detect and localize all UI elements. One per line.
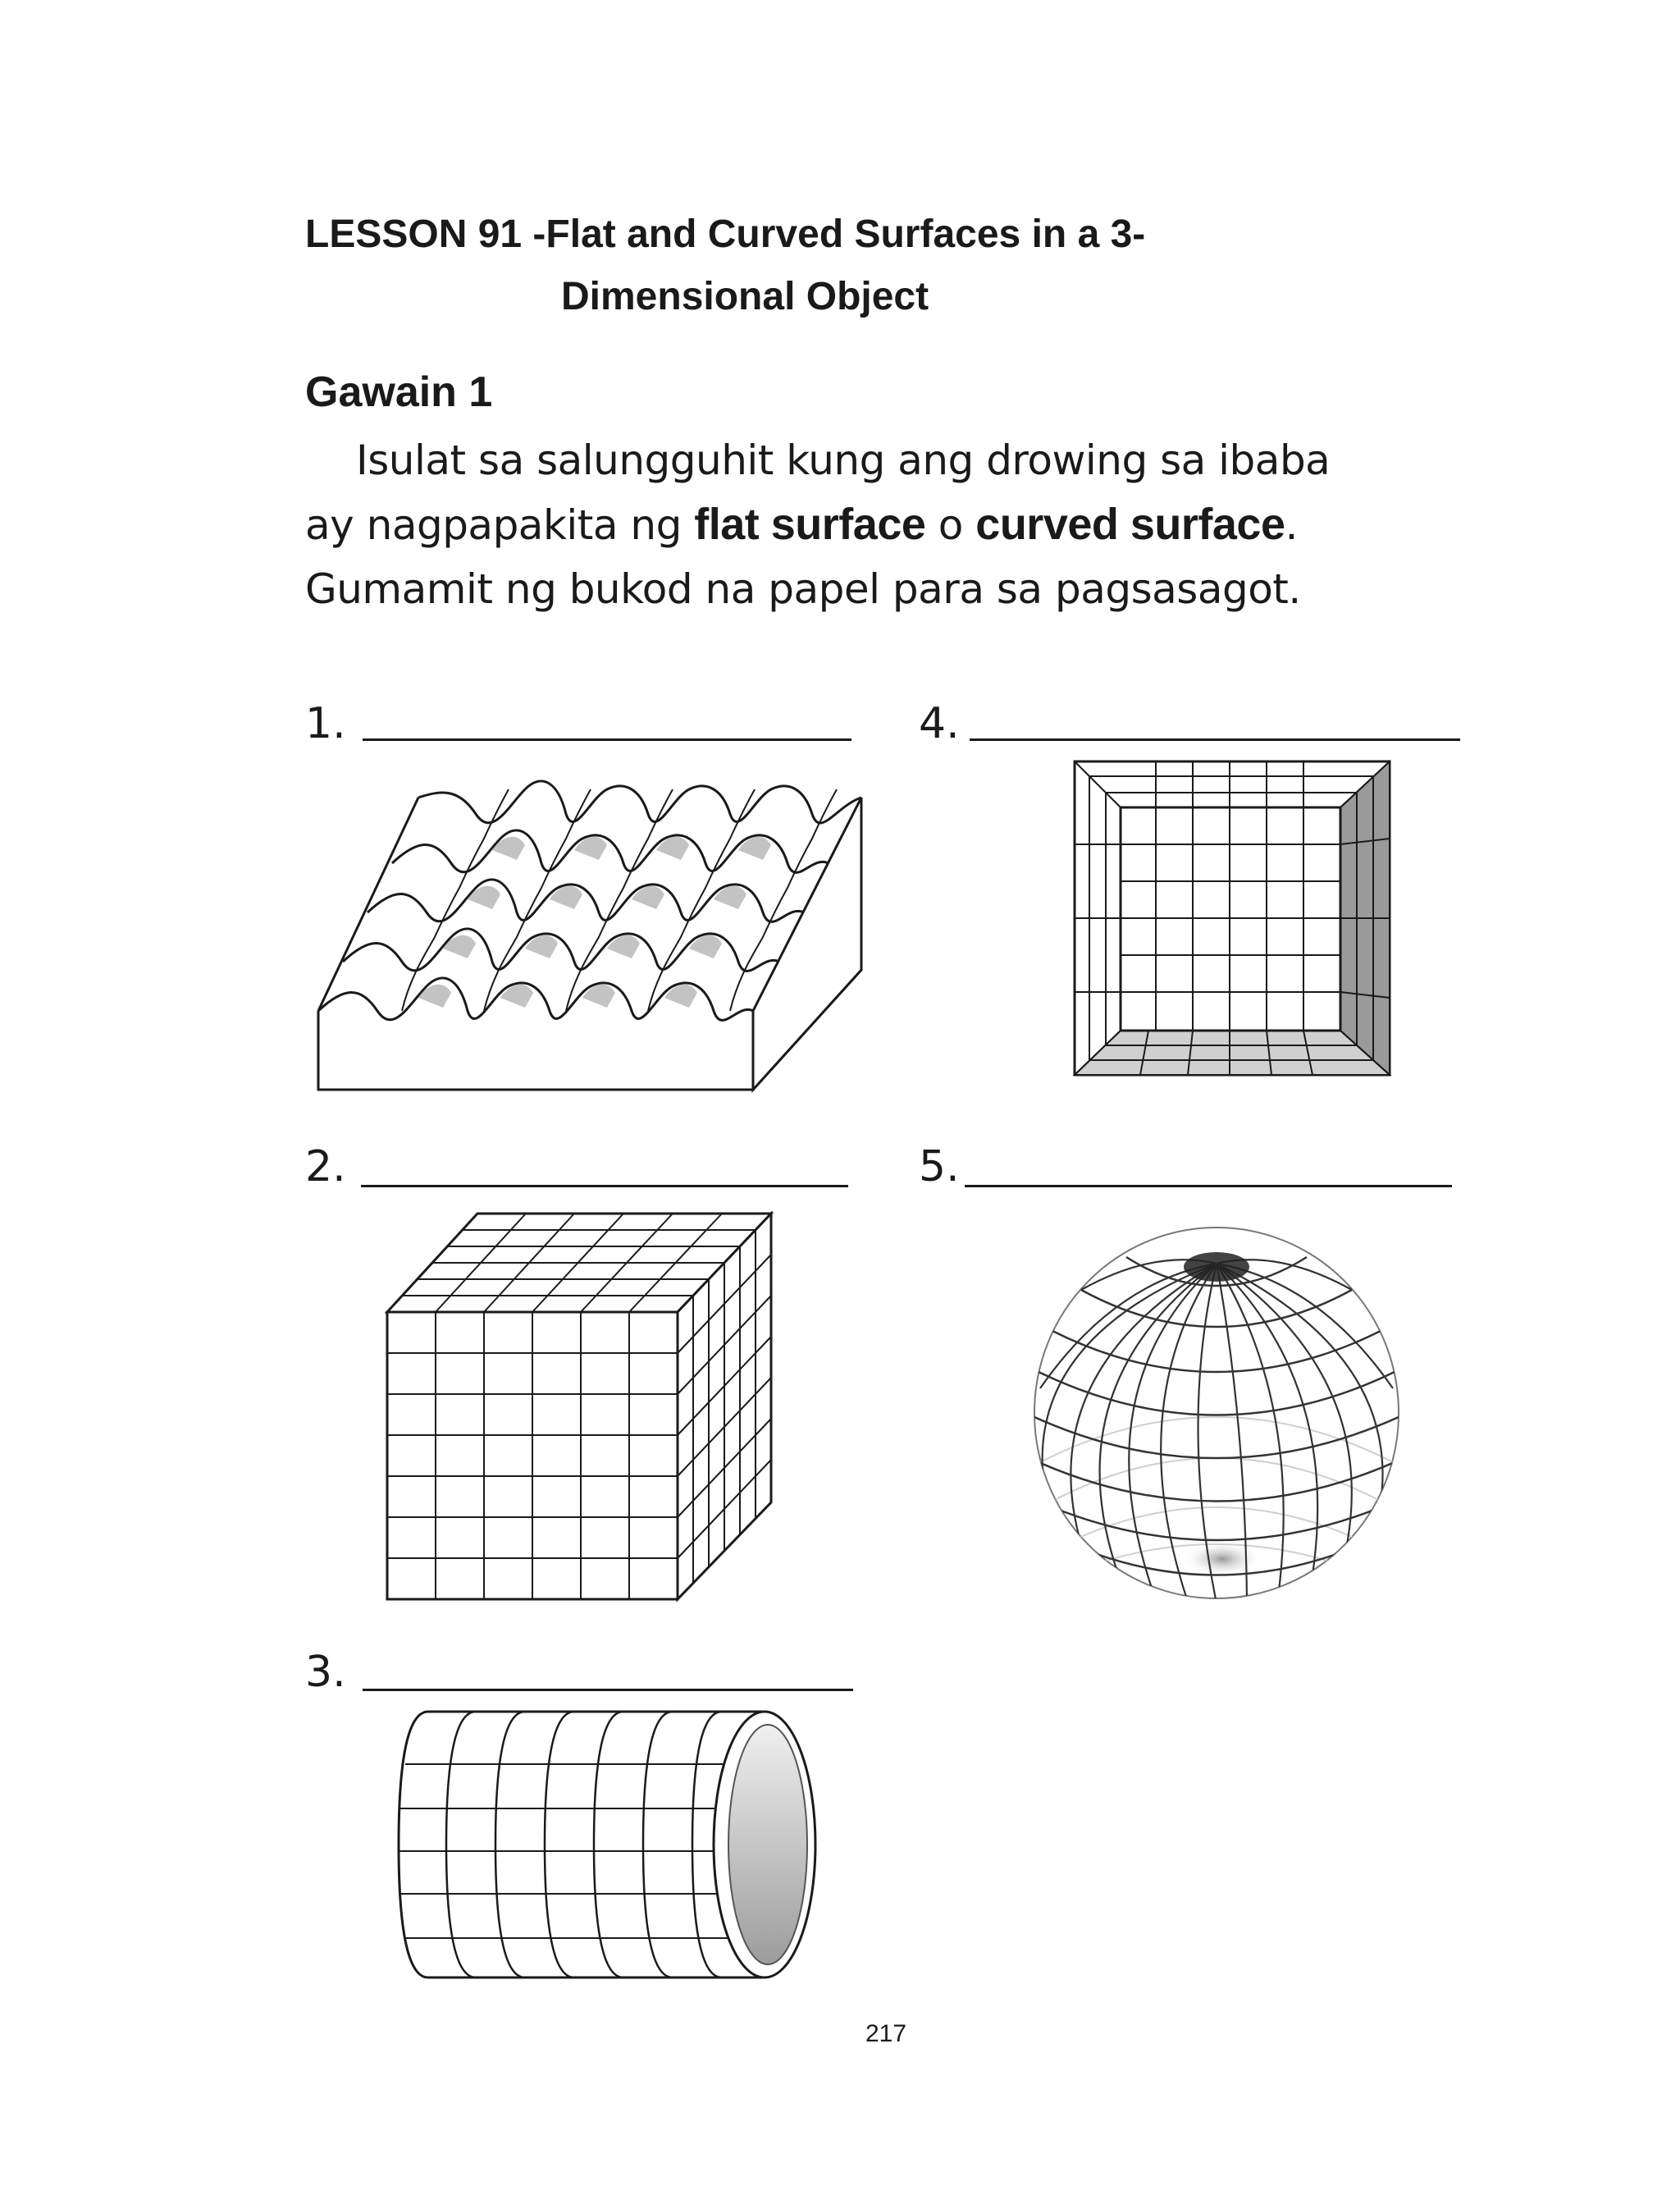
item-4-number: 4.: [919, 699, 960, 748]
grid-cube-figure: [377, 1210, 779, 1604]
item-4-answer-line[interactable]: [970, 738, 1460, 741]
item-5-answer-line[interactable]: [965, 1185, 1452, 1187]
instructions-line2: [305, 492, 1454, 557]
item-2-number: 2.: [305, 1142, 346, 1191]
lesson-title: [305, 203, 1145, 328]
grid-cylinder-figure: [394, 1705, 820, 1984]
item-1-answer-line[interactable]: [363, 738, 851, 741]
instructions: [305, 428, 1454, 621]
grid-box-interior-figure: [1066, 757, 1395, 1085]
item-1-number: 1.: [305, 699, 346, 748]
instructions-line1: Isulat sa salungguhit kung ang drowing sa ibaba: [356, 437, 1331, 484]
flat-surface-term: flat surface: [694, 500, 926, 549]
activity-heading: Gawain 1: [305, 368, 493, 416]
item-2-answer-line[interactable]: [361, 1185, 848, 1187]
curved-surface-term: curved surface: [975, 500, 1285, 549]
instructions-text: o: [925, 501, 976, 549]
lesson-title-line1: LESSON 91 -Flat and Curved Surfaces in a 3-: [305, 213, 1146, 256]
item-3-answer-line[interactable]: [363, 1689, 853, 1691]
item-3-number: 3.: [305, 1648, 346, 1697]
page-number: 217: [865, 2020, 907, 2047]
wireframe-sphere-figure: [1032, 1224, 1401, 1602]
lesson-title-line2: Dimensional Object: [561, 275, 929, 318]
instructions-line3: Gumamit ng bukod na papel para sa pagsasagot.: [305, 565, 1301, 613]
instructions-text: .: [1285, 501, 1298, 549]
instructions-text: ay nagpapakita ng: [305, 501, 695, 549]
item-5-number: 5.: [919, 1142, 960, 1191]
wavy-surface-figure: [312, 747, 870, 1100]
